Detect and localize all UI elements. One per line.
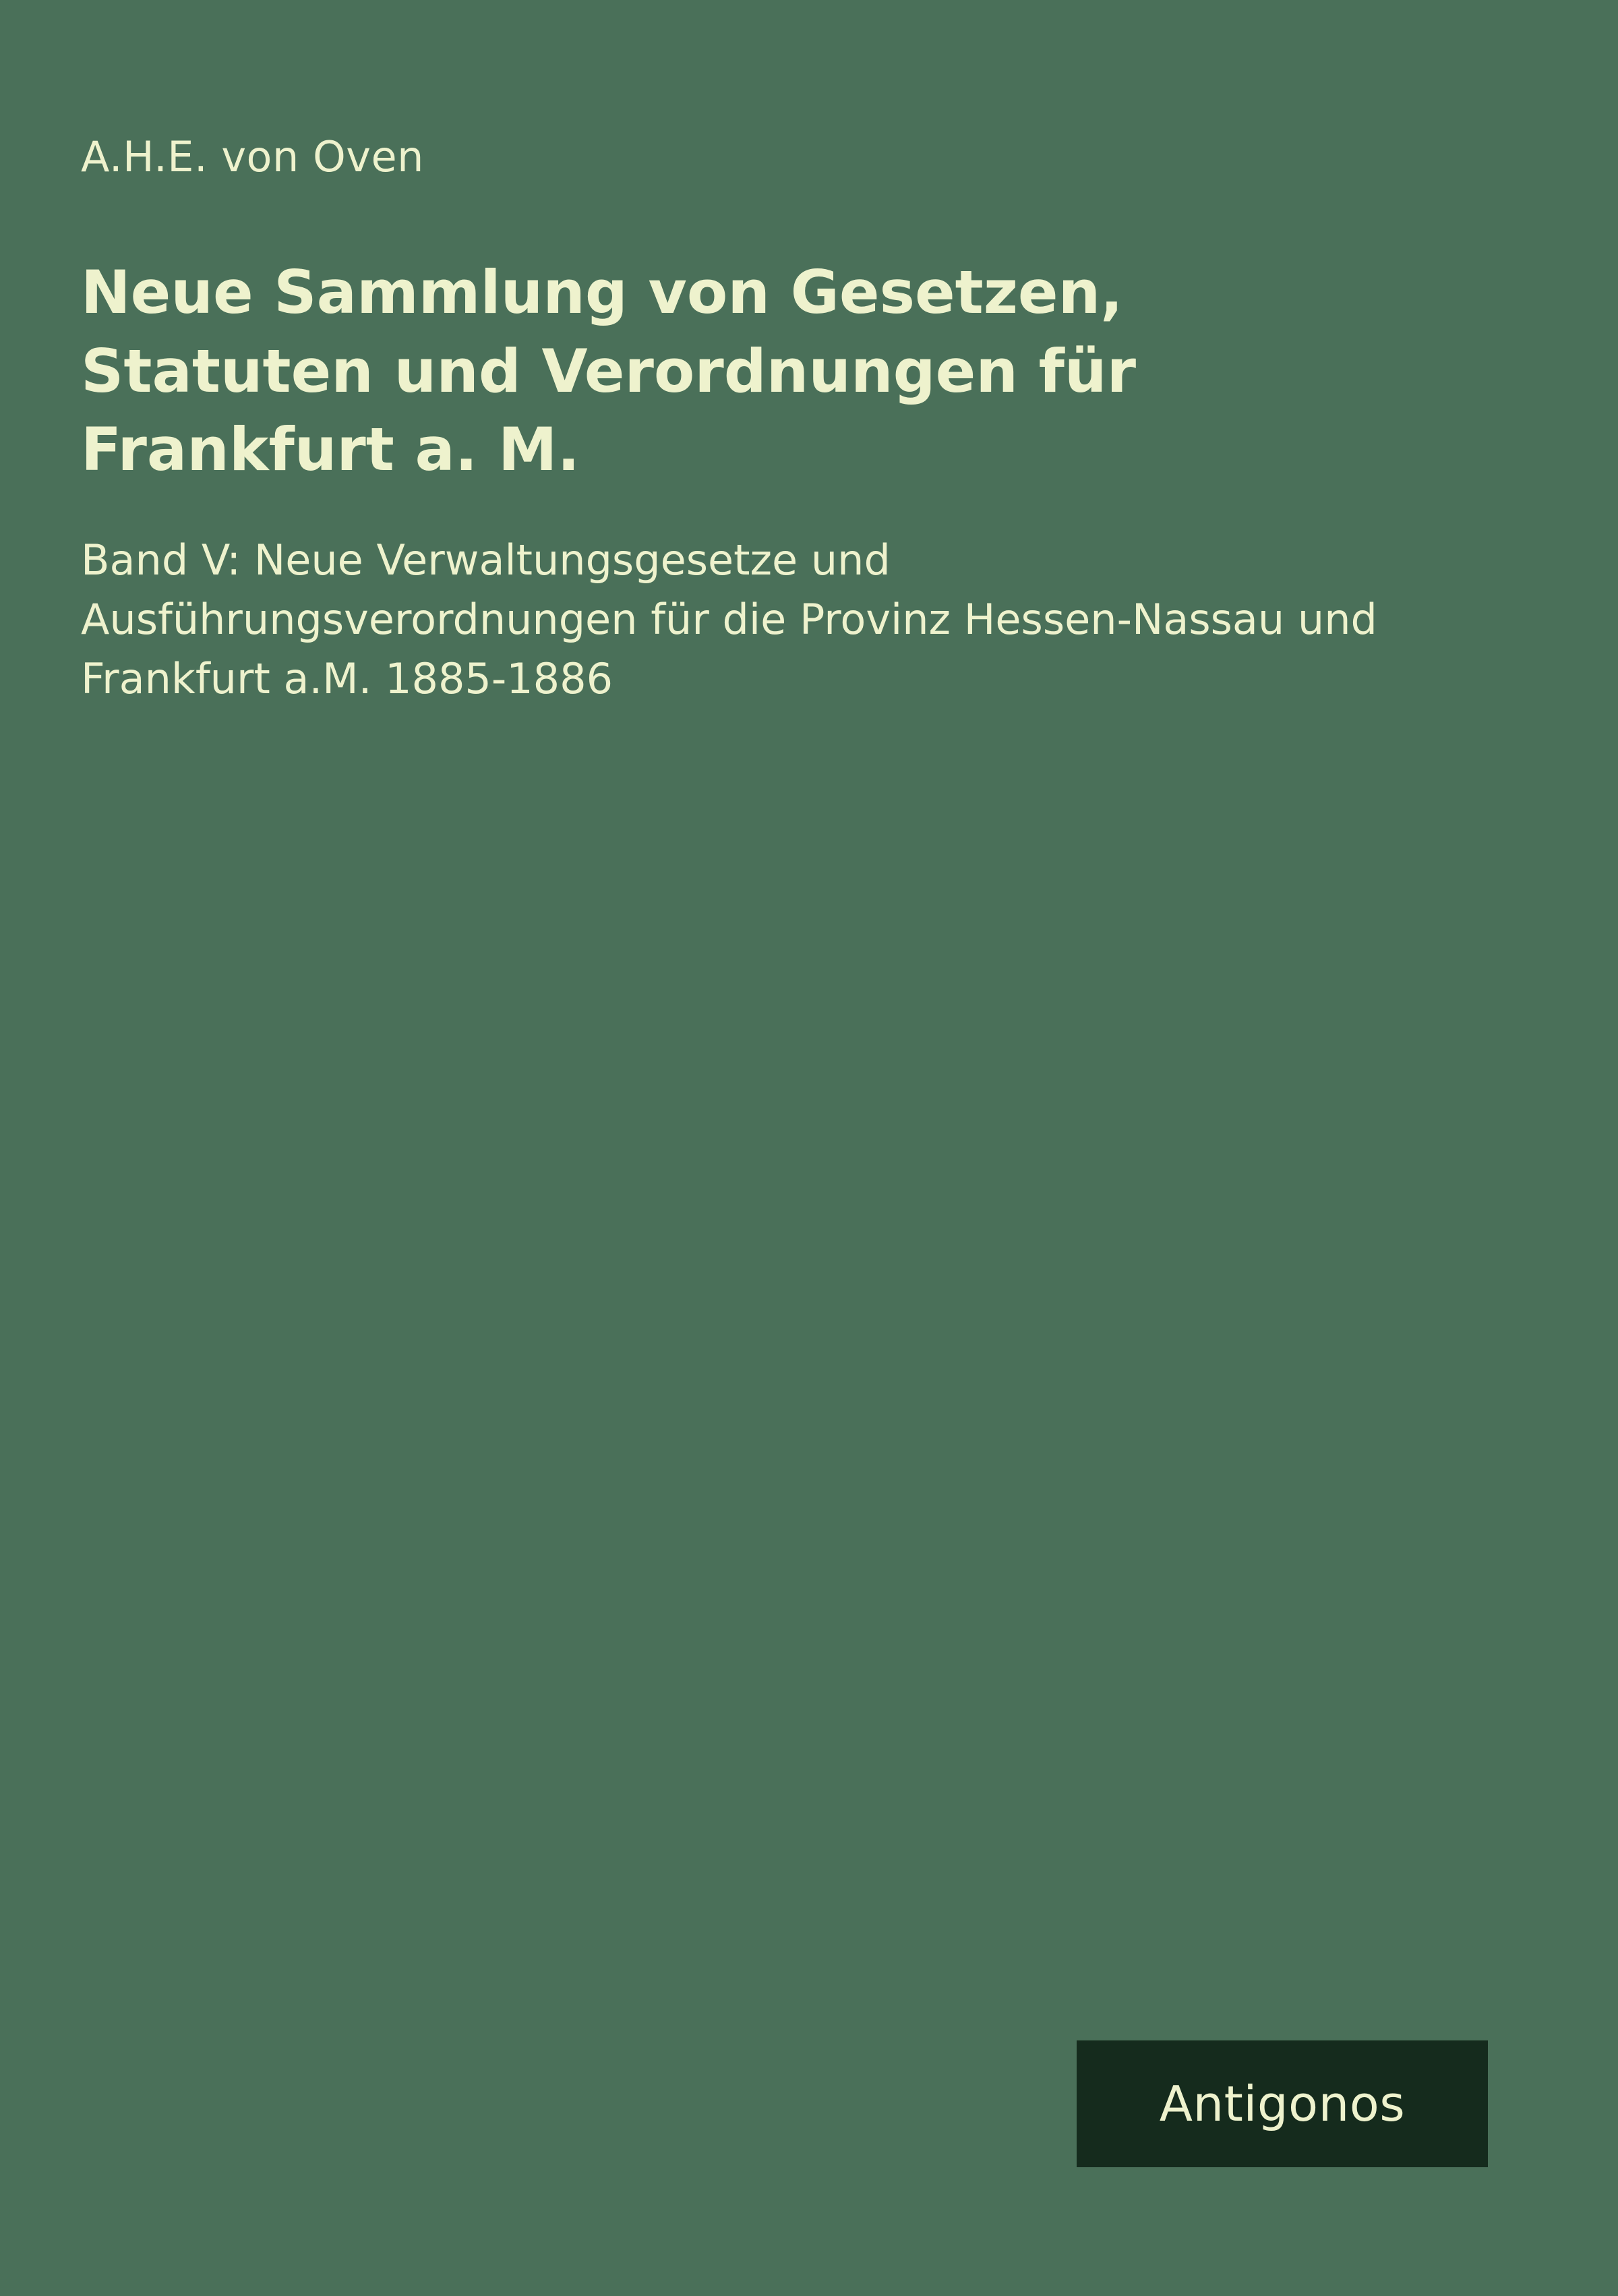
cover-text-block [81,132,1470,709]
book-subtitle: Band V: Neue Verwaltungsgesetze und Ausführungsverordnungen für die Provinz Hessen-Nassau und Frankfurt a.M. 1885-1886 [81,535,1377,703]
publisher-badge [1077,2040,1488,2167]
author-name: A.H.E. von Oven [81,132,424,181]
book-title: Neue Sammlung von Gesetzen, Statuten und Verordnungen für Frankfurt a. M. [81,258,1136,484]
publisher-name: Antigonos [1159,2076,1406,2132]
